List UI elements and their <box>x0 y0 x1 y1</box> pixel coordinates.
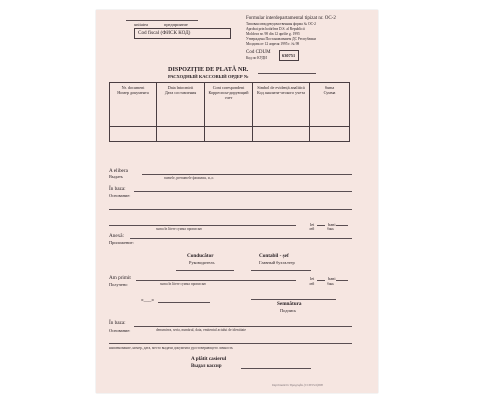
id-caption-ro: denumirea, seria, numărul, data, emitentul actului de identitate <box>156 328 246 332</box>
cashier-sign-line[interactable] <box>241 368 311 369</box>
sum-lei: lei <box>310 222 315 227</box>
signature-line[interactable] <box>251 299 336 300</box>
payment-order-form <box>96 10 378 393</box>
received-line[interactable] <box>136 280 296 281</box>
paid-label-ro: A plătit casierul <box>191 356 227 362</box>
received-caption: suma în litere сумма прописью <box>160 282 207 286</box>
col-header-account: Cont corespondent Корреспон-дирующий счет <box>205 83 253 127</box>
basis-label-ru: Основание: <box>109 193 131 198</box>
form-ref-line-2: Типовая междуведомственная форма № ОС-2 <box>246 22 316 26</box>
form-ref-line-4: Moldova nr. 98 din 12 aprilie g. 1995 <box>246 32 300 36</box>
print-footer: Imprimată în Tipografia (CCH15/2)800 <box>272 383 323 387</box>
pay-to-line[interactable] <box>142 174 352 175</box>
received-label-ro: Am primit <box>109 275 131 281</box>
sum-lei-ru: лей <box>309 227 315 231</box>
col-header-sum: Suma Сумма <box>310 83 350 127</box>
annex-line[interactable] <box>130 238 352 239</box>
date-quote: «___» <box>141 297 154 303</box>
id-caption-ru: наименование, номер, дата, место выдачи документа удостоверяющего личность <box>109 346 233 350</box>
order-number-line <box>258 73 316 74</box>
date-line[interactable] <box>158 302 210 303</box>
order-title-ru: РАСХОДНЫЙ КАССОВЫЙ ОРДЕР № <box>168 74 249 79</box>
cdum-box[interactable] <box>279 50 299 61</box>
enterprise-line <box>126 20 198 21</box>
annex-label-ro: Anexă: <box>109 233 124 239</box>
basis2-label-ru: Основание: <box>109 328 131 333</box>
annex-label-ru: Приложение: <box>109 240 134 245</box>
cell-account[interactable] <box>205 127 253 142</box>
col-header-analytic-code: Simbol de evidență analitică Код аналити-ческого учета <box>253 83 310 127</box>
cdum-label-ru: Код по КУДИ <box>246 56 267 60</box>
accountant-label-ro: Contabil - șef <box>259 253 289 259</box>
enterprise-caption-ro: unitatea <box>134 22 148 27</box>
accountant-sign-line[interactable] <box>251 270 311 271</box>
col-header-doc-nr: Nr. document Номер документа <box>110 83 157 127</box>
received-lei: lei <box>310 276 315 281</box>
paid-label-ru: Выдал кассир <box>191 364 222 369</box>
received-lei-bani-line[interactable] <box>317 280 325 281</box>
sum-words-line[interactable] <box>109 225 296 226</box>
cell-analytic-code[interactable] <box>253 127 310 142</box>
form-ref-line-3: Aprobat prin hotărîrea D.S. al Republicii <box>246 27 305 31</box>
sum-words-caption: suma în litere сумма прописью <box>156 227 203 231</box>
cell-sum[interactable] <box>310 127 350 142</box>
sum-bani-line[interactable] <box>336 225 348 226</box>
sum-bani-ru: бань <box>327 227 334 231</box>
received-bani-line[interactable] <box>336 280 348 281</box>
accountant-label-ru: Главный бухгалтер <box>259 260 295 265</box>
basis-label-ro: În baza: <box>109 186 126 192</box>
received-bani-ru: бань <box>327 282 334 286</box>
col-header-date: Data întocmirii Дата составления <box>157 83 205 127</box>
enterprise-caption-ru: предприятие <box>164 22 188 27</box>
basis-line-2[interactable] <box>109 209 352 210</box>
cdum-label: Cod CDUM <box>246 50 271 55</box>
signature-label-ru: Подпись <box>280 308 297 313</box>
cell-date[interactable] <box>157 127 205 142</box>
basis2-line-2[interactable] <box>109 343 352 344</box>
fiscal-code-box[interactable] <box>134 28 231 39</box>
manager-label-ro: Conducător <box>187 253 214 259</box>
sum-bani: bani <box>328 222 336 227</box>
sum-lei-bani-line[interactable] <box>317 225 325 226</box>
received-label-ru: Получено <box>109 282 128 287</box>
cell-doc-nr[interactable] <box>110 127 157 142</box>
received-lei-ru: лей <box>309 282 315 286</box>
order-table <box>109 82 350 142</box>
manager-sign-line[interactable] <box>176 270 234 271</box>
pay-to-label-ro: A elibera <box>109 168 128 174</box>
cdum-value: 630751 <box>282 52 296 58</box>
basis-line-1[interactable] <box>134 191 352 192</box>
manager-label-ru: Руководитель <box>189 260 215 265</box>
form-ref-line-1: Formular interdepartamental tipizat nr. OC-2 <box>246 16 336 21</box>
pay-to-caption: numele, prenumele фамилия, и.,о. <box>164 176 215 180</box>
received-bani: bani <box>328 276 336 281</box>
form-ref-line-5: Утверждена Постановлением ДС Республики <box>246 37 316 41</box>
signature-label-ro: Semnătura <box>277 301 302 307</box>
order-title-ro: DISPOZIȚIE DE PLATĂ NR. <box>168 66 249 73</box>
form-ref-line-6: Молдова от 12 апреля 1995 г. № 98 <box>246 42 300 46</box>
fiscal-code-label: Cod fiscal (ФИСК КОД) <box>138 30 191 36</box>
basis2-line-1[interactable] <box>134 326 352 327</box>
pay-to-label-ru: Выдать <box>109 174 123 179</box>
basis2-label-ro: În baza: <box>109 320 126 326</box>
